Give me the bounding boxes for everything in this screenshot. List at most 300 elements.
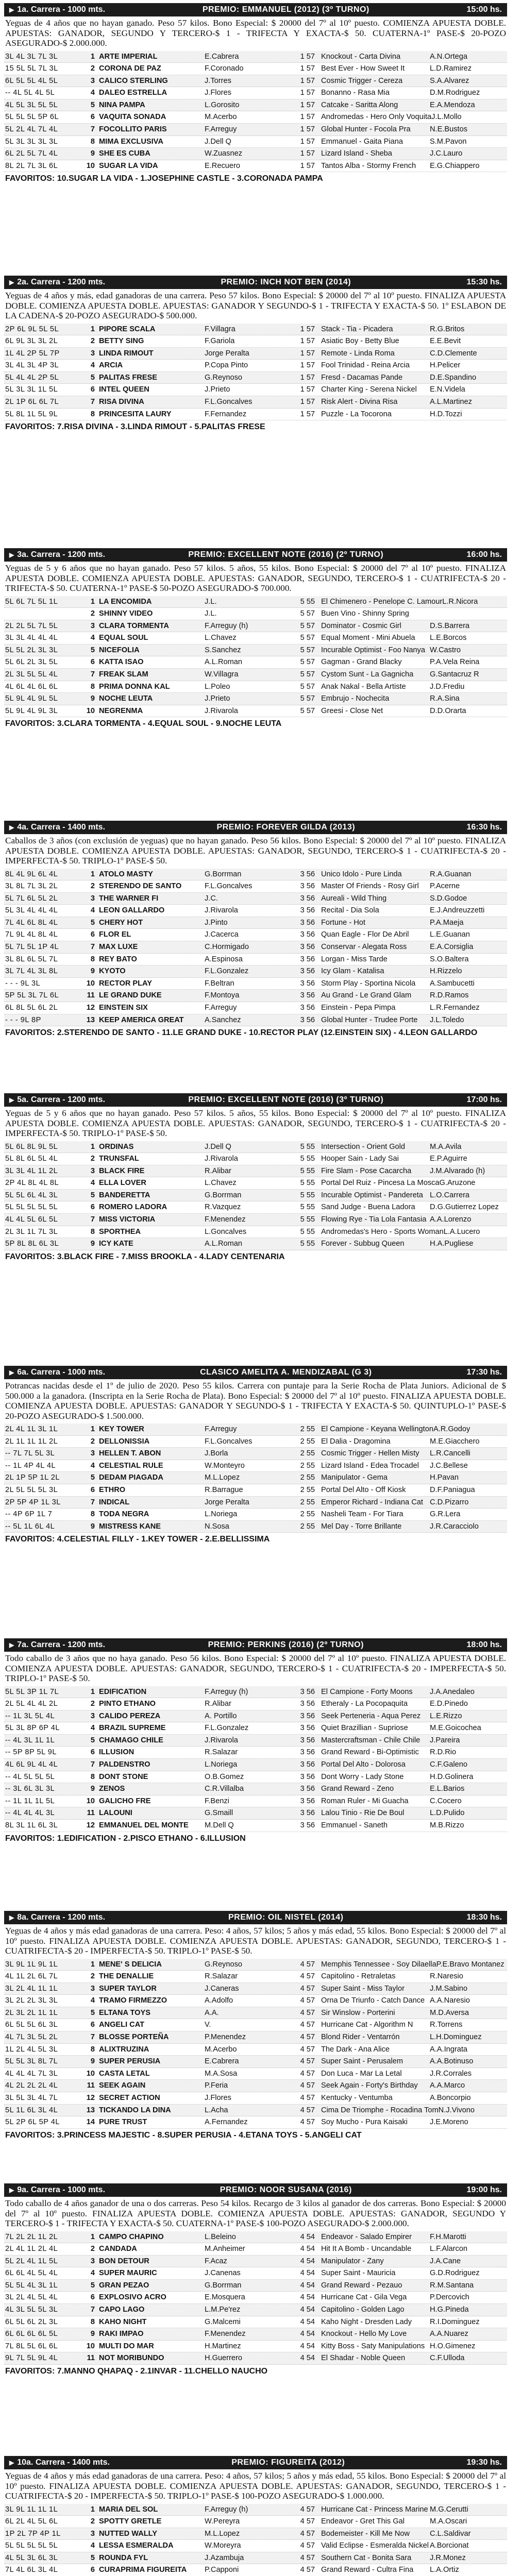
race-conditions: Potrancas nacidas desde el 1º de julio de 2020. Peso 55 kilos. Carrera con puntaje para la Serie Rocha de Plata Juniors. Adicional de $ 500.000 a la ganadora. (Inscripta en la Serie Rocha de Plata). Bono Especial: $ 20000 del 7º al 10º puesto. FINALIZA APUESTA DOBLE. COMIENZA APUESTA DOBLE. APUESTAS: GANADOR Y SEGUNDO-$ 1 - TRIFECTA Y EXACTA-$ 50. QUINTUPLO-1º PASE-$ 20-POZO ASEGURADO-$ 1.500.000. [5,1381,506,1421]
race-favorites: FAVORITOS: 4.CELESTIAL FILLY - 1.KEY TOWER - 2.E.BELLISSIMA [5,1535,270,1544]
age-weight: 1 57 [300,149,315,158]
previous-results: 3L 2L 4L 1L 1L [5,1984,58,1993]
trainer-name: E.A.Corsiglia [430,943,474,952]
saddle-number: 1 [90,1425,95,1433]
trainer-name: A.A.Naresio [430,1996,470,2005]
saddle-number: 6 [90,2566,95,2574]
pedigree: Valid Eclipse - Esmeralda Nickel [321,2541,429,2550]
pedigree: Lorgan - Miss Tarde [321,955,388,963]
runner-row [4,2341,507,2353]
runner-row [4,396,507,409]
trainer-name: R.G.Britos [430,325,465,333]
age-weight: 3 56 [300,906,315,915]
jockey-name: M.Anheimer [205,2245,245,2253]
age-weight: 4 57 [300,2517,315,2526]
saddle-number: 4 [90,634,95,642]
runners-table [4,2504,507,2576]
saddle-number: 2 [90,2245,95,2253]
trainer-name: A.A.Lorenzo [430,1215,472,1224]
saddle-number: 2 [90,1972,95,1981]
horse-name: DEDAM PIAGADA [99,1473,163,1482]
saddle-number: 9 [90,694,95,703]
previous-results: 5L 6L 2L 3L 5L [5,658,58,667]
age-weight: 1 57 [300,385,315,394]
previous-results: 2L 4L 1L 2L 4L [5,2245,58,2253]
runner-row [4,705,507,718]
saddle-number: 2 [90,64,95,73]
jockey-name: F.Beltran [205,979,234,988]
runner-row [4,148,507,160]
saddle-number: 4 [90,906,95,915]
age-weight: 2 55 [300,1437,315,1446]
previous-results: 2L 4L 1L 3L 1L [5,1425,58,1433]
horse-name: DONT STONE [99,1772,148,1781]
horse-name: PALITAS FRESE [99,373,157,382]
horse-name: ANGELI CAT [99,2021,145,2029]
trainer-name: J.C.Bellese [430,1461,468,1470]
age-weight: 5 57 [300,621,315,630]
age-weight: 5 57 [300,658,315,667]
pedigree: Charter King - Serena Nickel [321,385,417,394]
age-weight: 3 56 [300,955,315,963]
horse-name: DELLONISSIA [99,1437,150,1446]
jockey-name: P.Feria [205,2081,228,2090]
horse-name: THE WARNER FI [99,894,159,903]
previous-results: 5L 5L 5L 5L 5L [5,2541,58,2550]
age-weight: 2 55 [300,1425,315,1433]
previous-results: 5L 7L 5L 1P 4L [5,943,59,952]
age-weight: 5 55 [300,1155,315,1163]
race-favorites: FAVORITOS: 7.MANNO QHAPAQ - 2.1INVAR - 11.CHELLO NAUCHO [5,2367,268,2376]
jockey-name: J.L. [205,609,217,618]
age-weight: 5 55 [300,1191,315,1199]
race-number-distance: 10a. Carrera - 1400 mts. [17,2458,110,2467]
horse-name: PRIMA DONNA KAL [99,682,170,691]
jockey-name: S.Sanchez [205,646,241,654]
jockey-name: J.Pinto [205,918,228,927]
horse-name: GALICHO FRE [99,1797,151,1805]
horse-name: BANDERETTA [99,1191,150,1199]
horse-name: NOT MORIBUNDO [99,2354,164,2363]
runner-row [4,1165,507,1178]
pedigree: Aureali - Wild Thing [321,894,387,903]
race-block [4,276,507,548]
jockey-name: L.Beleino [205,2232,236,2241]
previous-results: 2L 2L 5L 7L 5L [5,621,58,630]
trainer-name: J.L.Toledo [430,1015,464,1024]
age-weight: 4 57 [300,1996,315,2005]
pedigree: Gagman - Grand Blacky [321,658,402,667]
trainer-name: R.D.Ramos [430,991,469,1000]
jockey-name: J.Borla [205,1449,228,1458]
trainer-name: J.M.Alvarado (h) [430,1166,485,1175]
trainer-name: A.L.Martinez [430,398,472,406]
horse-name: LINDA RIMOUT [99,349,154,358]
jockey-name: J.Canenas [205,2269,241,2278]
runner-row [4,99,507,112]
pedigree: Flowing Rye - Tia Lola Fantasia [321,1215,427,1224]
previous-results: 5L 9L 4L 9L 3L [5,706,58,715]
runner-row [4,1820,507,1832]
race-header-bar [4,276,507,289]
saddle-number: 14 [86,2118,95,2127]
bullet-icon: ▶ [9,1369,14,1376]
jockey-name: A.L.Roman [205,658,243,667]
runner-row [4,2552,507,2565]
trainer-name: J.R.Monez [430,2553,466,2562]
trainer-name: S.O.Baltera [430,955,469,963]
jockey-name: J.Flores [205,2094,231,2103]
trainer-name: E.D.Pinedo [430,1700,468,1708]
age-weight: 5 57 [300,670,315,679]
pedigree: Capitolino - Retraletas [321,1972,396,1981]
runner-row [4,1472,507,1484]
horse-name: FOCOLLITO PARIS [99,125,167,134]
jockey-name: Jorge Peralta [205,1498,249,1506]
trainer-name: L.F.Alarcon [430,2245,468,2253]
jockey-name: F.Arreguy [205,125,237,134]
previous-results: 2L 1P 5P 1L 2L [5,1473,60,1482]
pedigree: Buen Vino - Shinny Spring [321,609,409,618]
runners-table [4,1686,507,1832]
race-number-distance: 6a. Carrera - 1000 mts. [17,1368,106,1377]
jockey-name: A.A. [205,2008,219,2017]
jockey-name: J.Dell Q [205,137,231,146]
previous-results: 5L 5L 5L 5L 5L [5,1203,58,1212]
previous-results: 3L 4L 3L 7L 3L [5,52,58,61]
jockey-name: A.Fernandez [205,2118,248,2127]
age-weight: 3 56 [300,1724,315,1733]
pedigree: Storm Play - Sportina Nicola [321,979,416,988]
horse-name: MISS VICTORIA [99,1215,156,1224]
jockey-name: C.R.Villalba [205,1785,244,1793]
race-block [4,1093,507,1366]
pedigree: Portal Del Alto - Off Kiosk [321,1485,406,1494]
saddle-number: 10 [86,2342,95,2350]
saddle-number: 7 [90,1498,95,1506]
trainer-name: C.L.Saldivar [430,2529,471,2538]
runner-row [4,1686,507,1699]
pedigree: Sir Winslow - Porterini [321,2008,395,2017]
trainer-name: J.L.Mollo [431,113,462,122]
runner-row [4,2116,507,2129]
age-weight: 1 57 [300,100,315,109]
trainer-name: L.O.Carrera [430,1191,470,1199]
trainer-name: S.D.Godoe [430,894,467,903]
previous-results: 2L 1P 6L 6L 7L [5,398,59,406]
horse-name: ELLA LOVER [99,1179,146,1188]
previous-results: 2L 5L 5L 5L 3L [5,1485,58,1494]
race-conditions: Yeguas de 5 y 6 años que no hayan ganado. Peso 57 kilos. 5 años, 55 kilos. Bono Especial: $ 20000 del 7º al 10º puesto. FINALIZA APUESTA DOBLE. COMIENZA APUESTA DOBLE. APUESTAS: GANADOR, SEGUNDO, TERCERO-$ 1 - CUATRIFECTA-$ 20 - IMPERFECTA-$ 50. TRIPLO-1º PASE-$ 50. [5,1108,506,1138]
race-premio-title: PREMIO: EXCELLENT NOTE (2016) (3º TURNO) [188,1095,384,1104]
horse-name: MARIA DEL SOL [99,2505,158,2514]
jockey-name: J.Caneras [205,1984,239,1993]
saddle-number: 7 [90,1760,95,1769]
trainer-name: D.M.Rodriguez [430,89,480,97]
jockey-name: J.Azambuja [205,2553,244,2562]
pedigree: Au Grand - Le Grand Glam [321,991,412,1000]
previous-results: 5P 5L 3L 7L 6L [5,991,59,1000]
pedigree: Best Ever - How Sweet It [321,64,405,73]
jockey-name: J.Prieto [205,385,230,394]
previous-results: 5L 1L 6L 3L 4L [5,2106,58,2114]
pedigree: Lizard Island - Edea Trocadel [321,1461,419,1470]
saddle-number: 1 [90,1687,95,1696]
bullet-icon: ▶ [9,2459,14,2466]
previous-results: 5L 3L 4L 4L 4L [5,906,58,915]
runner-row [4,372,507,384]
previous-results: 7L 9L 4L 8L 4L [5,930,58,939]
age-weight: 1 57 [300,76,315,85]
runner-row [4,978,507,990]
previous-results: 9L 7L 5L 9L 4L [5,2354,58,2363]
saddle-number: 4 [90,1179,95,1188]
horse-name: ILLUSION [99,1748,135,1757]
trainer-name: N.E.Bustos [430,125,467,134]
previous-results: -- 4L 5L 5L 5L [5,1772,55,1781]
pedigree: Orna De Triunfo - Catch Dance [321,1996,425,2005]
age-weight: 1 57 [300,137,315,146]
runner-row [4,1014,507,1027]
pedigree: Conservar - Alegata Ross [321,943,407,952]
previous-results: -- 1L 4P 4L 4L [5,1461,56,1470]
pedigree: El Dalia - Dragomina [321,1437,391,1446]
race-premio-title: PREMIO: INCH NOT BEN (2014) [221,278,351,286]
age-weight: 2 55 [300,1522,315,1531]
trainer-name: L.R.Nicora [442,597,478,606]
horse-name: PURE TRUST [99,2118,147,2127]
age-weight: 3 56 [300,1700,315,1708]
trainer-name: R.M.Santana [430,2281,474,2290]
runner-row [4,1783,507,1795]
previous-results: 2P 5P 4P 1L 3L [5,1498,61,1506]
saddle-number: 3 [90,2529,95,2538]
saddle-number: 9 [90,2057,95,2066]
runner-row [4,869,507,881]
age-weight: 1 57 [300,349,315,358]
jockey-name: R.Alibar [205,1166,231,1175]
jockey-name: L.Chavez [205,1179,237,1188]
race-conditions: Yeguas de 4 años y más, edad ganadoras de una carrera. Peso 57 kilos. Bono Especial: $ 20000 del 7º al 10º puesto. FINALIZA APUESTA DOBLE. COMIENZA APUESTA DOBLE. APUESTAS: GANADOR Y SEGUNDO-$ 1 - TRIFECTA Y EXACTA-$ 50. 1º ESLABON DE LA CADENA-$ 20-POZO ASEGURADO-$ 500.000. [5,291,506,320]
previous-results: 5L 9L 4L 9L 5L [5,694,58,703]
saddle-number: 2 [90,2517,95,2526]
pedigree: Intersection - Orient Gold [321,1142,406,1151]
runner-row [4,1214,507,1226]
trainer-name: L.R.Fernandez [430,1004,480,1012]
bullet-icon: ▶ [9,1914,14,1921]
runner-row [4,693,507,705]
age-weight: 2 55 [300,1449,315,1458]
runner-row [4,2080,507,2092]
trainer-name: N.J.Vivono [438,2106,475,2114]
pedigree: Portal Del Alto - Dolorosa [321,1760,406,1769]
runner-row [4,2328,507,2341]
trainer-name: G.R.Lera [430,1510,461,1519]
age-weight: 1 57 [300,361,315,370]
pedigree: Global Hunter - Trudee Porte [321,1015,418,1024]
age-weight: 4 57 [300,1984,315,1993]
jockey-name: L.Chavez [205,634,237,642]
trainer-name: P.A.Vela Reina [430,658,480,667]
trainer-name: M.A.Oscari [430,2517,467,2526]
saddle-number: 4 [90,361,95,370]
race-block [4,1911,507,2183]
pedigree: Quan Eagle - Flor De Abril [321,930,409,939]
runner-row [4,160,507,173]
saddle-number: 4 [90,1724,95,1733]
pedigree: Andromedas - Hero Only Voquita [321,113,432,122]
runners-table [4,596,507,718]
jockey-name: O.B.Gomez [205,1772,244,1781]
race-conditions: Yeguas de 4 años y más edad ganadoras de una carrera. Peso: 4 años, 57 kilos; 5 años y más edad, 55 kilos. Bono Especial: $ 20000 del 7º al 10º puesto. FINALIZA APUESTA DOBLE. COMIENZA APUESTA DOBLE. APUESTAS: GANADOR, SEGUNDO, TERCERO-$ 1 - CUATRIFECTA-$ 20 - IMPERFECTA-$ 50. TRIPLO-1º PASE-$ 50. [5,1926,506,1956]
pedigree: Andromedas's Hero - Sports Woman [321,1227,444,1236]
age-weight: 3 56 [300,930,315,939]
horse-name: LE GRAND DUKE [99,991,162,1000]
jockey-name: G.Reynoso [205,1960,243,1969]
pedigree: Fortune - Hot [321,918,365,927]
age-weight: 4 57 [300,2057,315,2066]
runner-row [4,2528,507,2540]
jockey-name: L.M.Pe'rez [205,2306,241,2314]
pedigree: Global Hunter - Focola Pra [321,125,411,134]
runner-row [4,1484,507,1497]
saddle-number: 4 [90,1461,95,1470]
age-weight: 5 57 [300,706,315,715]
age-weight: 1 57 [300,89,315,97]
runner-row [4,1807,507,1820]
saddle-number: 5 [90,2553,95,2562]
jockey-name: F.Villagra [205,325,236,333]
trainer-name: A.Boncorpio [430,2094,471,2103]
trainer-name: R.Torrens [430,2021,463,2029]
previous-results: -- 4L 3L 1L 1L [5,1736,55,1744]
race-conditions: Todo caballo de 3 años que no haya ganado. Peso 56 kilos. Bono Especial: $ 20000 del 7º al 10º puesto. FINALIZA APUESTA DOBLE. COMIENZA APUESTA DOBLE. APUESTAS: GANADOR, SEGUNDO, TERCERO-$ 1 - CUATRIFECTA-$ 20 - IMPERFECTA-$ 50. TRIPLO-1º PASE-$ 50. [5,1653,506,1683]
runner-row [4,1002,507,1014]
runner-row [4,1983,507,1995]
horse-name: GRAN PEZAO [99,2281,149,2290]
pedigree: Cima De Triomphe - Rocadina Tom [321,2106,439,2114]
saddle-number: 3 [90,1166,95,1175]
age-weight: 3 56 [300,1785,315,1793]
trainer-name: J.E.Moreno [430,2118,468,2127]
previous-results: 6L 5L 5L 6L 3L [5,2021,58,2029]
previous-results: 5L 2P 6L 5P 4L [5,2118,60,2127]
pedigree: Seek Again - Forty's Birthday [321,2081,418,2090]
saddle-number: 8 [90,1510,95,1519]
pedigree: Stack - Tia - Picadera [321,325,393,333]
horse-name: EDIFICATION [99,1687,147,1696]
trainer-name: P.A.Maeja [430,918,464,927]
saddle-number: 2 [90,882,95,891]
trainer-name: L.A.Lucero [443,1227,480,1236]
age-weight: 5 55 [300,1240,315,1248]
saddle-number: 3 [90,621,95,630]
trainer-name: D.S.Barrera [430,621,470,630]
trainer-name: R.A.Guanan [430,870,472,878]
previous-results: 3L 9L 1L 9L 1L [5,1960,58,1969]
trainer-name: A.Borcionat [430,2541,469,2550]
jockey-name: J.C. [205,894,218,903]
trainer-name: A.A.Ingrata [430,2045,468,2054]
saddle-number: 6 [90,2293,95,2302]
age-weight: 3 56 [300,991,315,1000]
pedigree: Memphis Tennessee - Soy Dilaella [321,1960,436,1969]
age-weight: 3 56 [300,894,315,903]
jockey-name: J.Torres [205,76,231,85]
previous-results: 2L 1L 1L 1L 2L [5,1437,58,1446]
horse-name: BLACK FIRE [99,1166,145,1175]
race-premio-title: PREMIO: NOOR SUSANA (2016) [220,2185,352,2194]
previous-results: 2L 5L 4L 4L 2L [5,1700,58,1708]
age-weight: 3 56 [300,967,315,976]
runner-row [4,681,507,693]
runner-row [4,917,507,929]
pedigree: Cosmic Trigger - Hellen Misty [321,1449,419,1458]
race-conditions: Yeguas de 5 y 6 años que no hayan ganado. Peso 57 kilos. 5 años, 55 kilos. Bono Especial: $ 20000 del 7º al 10º puesto. FINALIZA APUESTA DOBLE. COMIENZA APUESTA DOBLE. APUESTAS: GANADOR, SEGUNDO, TERCERO-$ 1 - CUATRIFECTA-$ 20 - TRIFECTA-$ 50. CUATERNA-1º PASE-$ 50-POZO ASEGURADO-$ 700.000. [5,563,506,593]
previous-results: -- 4L 4L 4L 3L [5,1809,55,1818]
saddle-number: 3 [90,2257,95,2265]
horse-name: SUPER MAURIC [99,2269,157,2278]
age-weight: 4 57 [300,1972,315,1981]
trainer-name: J.R.Caracciolo [430,1522,479,1531]
previous-results: 7L 4L 6L 3L 4L [5,2566,58,2574]
runner-row [4,324,507,336]
trainer-name: M.A.Avila [430,1142,462,1151]
jockey-name: F.Coronado [205,64,244,73]
previous-results: 6L 5L 5L 4L 5L [5,76,58,85]
previous-results: 4L 3L 5L 5L 3L [5,2306,58,2314]
jockey-name: F.Montoya [205,991,240,1000]
runner-row [4,2516,507,2528]
age-weight: 1 57 [300,337,315,346]
race-block [4,1366,507,1638]
jockey-name: F.Menendez [205,1215,246,1224]
race-post-time: 17:30 hs. [466,1368,502,1377]
previous-results: 5L 7L 6L 5L 2L [5,894,58,903]
runner-row [4,1238,507,1250]
jockey-name: J.Cacerca [205,930,239,939]
horse-name: SECRET ACTION [99,2094,160,2103]
trainer-name: A.N.Ortega [430,52,467,61]
saddle-number: 1 [90,870,95,878]
jockey-name: P.Copa Pinto [205,361,248,370]
trainer-name: E.G.Chiappero [430,161,480,170]
runner-row [4,1497,507,1509]
saddle-number: 9 [90,967,95,976]
age-weight: 3 56 [300,1797,315,1805]
race-post-time: 17:00 hs. [466,1095,502,1104]
previous-results: 4L 6L 9L 4L 4L [5,1760,58,1769]
horse-name: INTEL QUEEN [99,385,149,394]
horse-name: MAX LUXE [99,943,138,952]
horse-name: MISTRESS KANE [99,1522,161,1531]
trainer-name: G.Aruzone [439,1179,476,1188]
horse-name: CURAPRIMA FIGUREITA [99,2566,187,2574]
jockey-name: F.Arreguy (h) [205,1687,248,1696]
race-header-bar [4,2183,507,2197]
jockey-name: J.Prieto [205,694,230,703]
pedigree: Portal Del Ruiz - Pincesa La Mosca [321,1179,440,1188]
runner-row [4,136,507,148]
jockey-name: H.Guerrero [205,2354,242,2363]
horse-name: STERENDO DE SANTO [99,882,182,891]
runner-row [4,2044,507,2056]
previous-results: 4L 6L 4L 6L 6L [5,682,58,691]
saddle-number: 8 [90,410,95,418]
previous-results: -- 4P 6P 1L 7 [5,1510,53,1519]
previous-results: 3L 2L 2L 3L 3L [5,1996,58,2005]
horse-name: KATTA ISAO [99,658,144,667]
